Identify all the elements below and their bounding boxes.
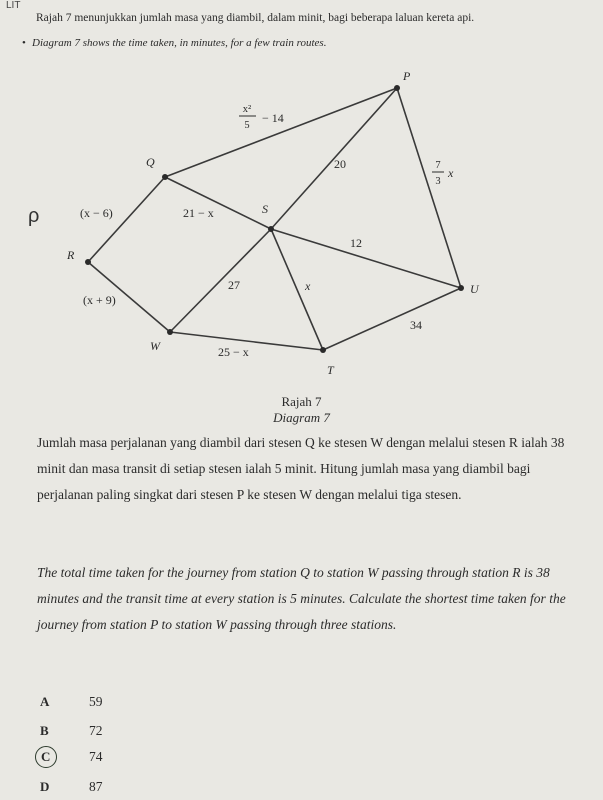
edge-u-t [323, 288, 461, 350]
station-label-u: U [470, 282, 479, 296]
node-p [394, 85, 400, 91]
option-a-value: 59 [89, 694, 103, 709]
label-sw: 27 [228, 278, 240, 292]
label-ut: 34 [410, 318, 422, 332]
edge-p-q [165, 88, 397, 177]
label-pq-denominator: 5 [244, 120, 250, 131]
option-b-letter[interactable]: B [40, 723, 49, 738]
problem-paragraph-english: The total time taken for the journey from station Q to station W passing through station R is 38 minutes and the transit time at every station is 5 minutes. Calculate the shortest time taken for the journey from station P to station W passing through three stations. [37, 565, 566, 632]
station-label-p: P [403, 69, 411, 83]
option-d-letter[interactable]: D [40, 779, 50, 794]
label-pu-denominator: 3 [435, 176, 441, 187]
station-label-w: W [150, 339, 160, 353]
label-wt: 25 − x [218, 345, 249, 359]
problem-paragraph-malay: Jumlah masa perjalanan yang diambil dari stesen Q ke stesen W dengan melalui stesen R ialah 38 minit dan masa transit di setiap stesen ialah 5 minit. Hitung jumlah masa yang diambil bagi perjalanan paling singkat dari stesen P ke stesen W dengan melalui tiga stesen. [37, 435, 565, 502]
label-rw: (x + 9) [83, 293, 116, 307]
edge-s-u [271, 229, 461, 288]
station-label-q: Q [146, 155, 155, 169]
label-pq-rest: − 14 [262, 111, 284, 125]
station-label-s: S [262, 202, 268, 216]
station-label-r: R [67, 248, 75, 262]
label-qr: (x − 6) [80, 206, 113, 220]
option-a-letter[interactable]: A [40, 694, 50, 709]
node-q [162, 174, 168, 180]
question-text-english: Diagram 7 shows the time taken, in minutes, for a few train routes. [32, 37, 327, 49]
node-t [320, 347, 326, 353]
edge-s-w [170, 229, 271, 332]
label-pq-numerator: x² [242, 104, 252, 115]
label-st: x [305, 279, 311, 293]
label-pu-numerator: 7 [435, 160, 441, 171]
label-qs: 21 − x [183, 206, 214, 220]
station-label-t: T [327, 363, 334, 377]
handwritten-mark: ρ [28, 205, 40, 227]
edge-q-s [165, 177, 271, 229]
diagram-caption-english: Diagram 7 [273, 410, 330, 425]
node-u [458, 285, 464, 291]
option-c-value: 74 [89, 749, 103, 764]
label-pu-variable: x [448, 166, 454, 180]
bullet-mark: • [22, 37, 26, 49]
edge-s-t [271, 229, 323, 350]
node-w [167, 329, 173, 335]
node-r [85, 259, 91, 265]
node-s [268, 226, 274, 232]
page-corner-mark: LIT [6, 0, 21, 11]
option-b-value: 72 [89, 723, 103, 738]
edge-p-u [397, 88, 461, 288]
option-d-value: 87 [89, 779, 103, 794]
option-c-letter[interactable]: C [41, 749, 51, 764]
diagram-caption-malay: Rajah 7 [281, 394, 322, 409]
label-ps: 20 [334, 157, 346, 171]
question-text-malay: Rajah 7 menunjukkan jumlah masa yang diambil, dalam minit, bagi beberapa laluan kereta api. [36, 12, 475, 24]
label-su: 12 [350, 236, 362, 250]
